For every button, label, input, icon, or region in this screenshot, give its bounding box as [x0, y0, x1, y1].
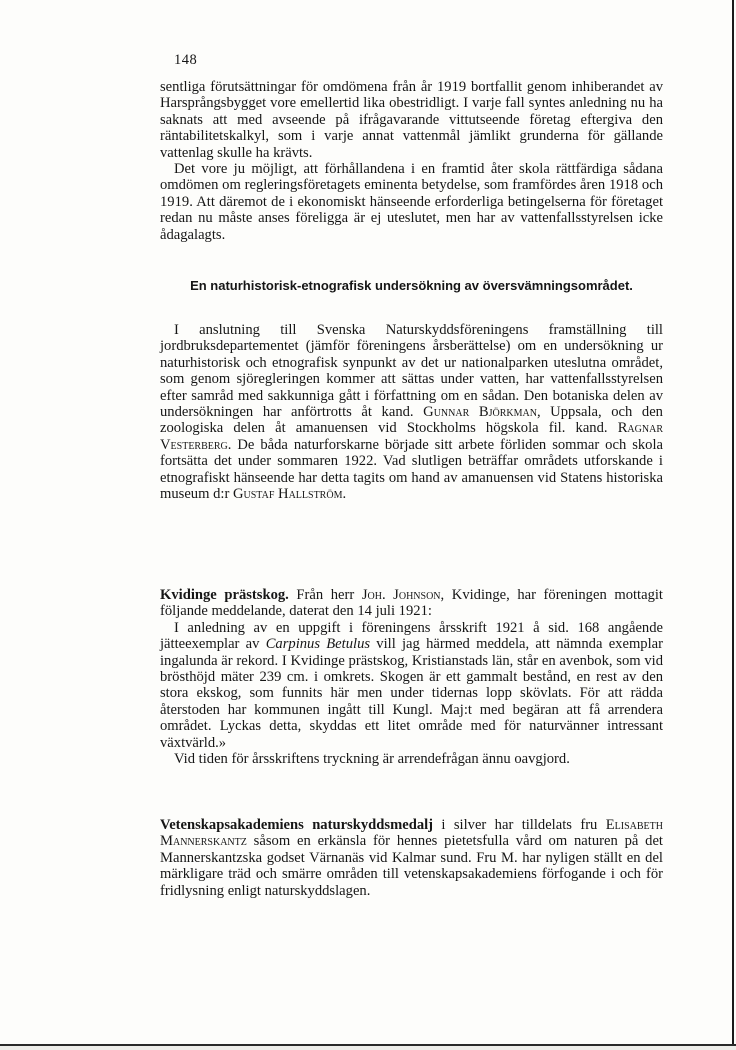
text-run: I anledning av en uppgift i föreningens årsskrift 1921 å sid. 168 angående jätteexemplar av	[160, 619, 663, 653]
text-run: i silver har tilldelats fru	[433, 817, 606, 833]
paragraph-arrendefragan: Vid tiden för årsskriftens tryckning är arrendefrågan ännu oavgjord.	[174, 751, 570, 768]
paragraph-kvidinge-intro	[160, 587, 663, 620]
text-run: .	[342, 486, 347, 503]
text-run: såsom en erkänsla för hennes pietetsfulla vård om naturen på det Mannerskantzska godset Värnanäs vid Kalmar sund. Fru M. har nyligen ställt en del märkligare träd och smärre områden till vetenskapsakademiens förfogande i och för fridlysning enligt naturskyddslagen.	[160, 833, 663, 899]
person-name: Gustaf Hallström	[232, 486, 343, 503]
text-run: , Uppsala, och den zoologiska delen åt amanuensen vid Stockholms högskola fil. kand.	[160, 404, 663, 437]
page-edge	[0, 1046, 736, 1050]
text-run: Från herr	[288, 587, 362, 603]
section-medalj	[160, 817, 663, 899]
paragraph-quoted-letter	[160, 620, 663, 751]
section-kvidinge	[160, 587, 663, 767]
paragraph-medalj	[160, 817, 663, 899]
person-name: Gunnar Björkman	[423, 404, 537, 421]
section-heading-etnografisk: En naturhistorisk-etnografisk undersökning av översvämningsområdet.	[190, 278, 633, 293]
text-run: . De båda naturforskarne började sitt arbete förliden sommar och skola fortsätta det under sommaren 1922. Vad slutligen beträffar områdets utforskande i etnografiskt hänseende har detta tagits om hand av amanuensen vid Statens historiska museum d:r	[160, 436, 663, 503]
person-name: Ragnar Vesterberg	[160, 420, 663, 453]
person-name: Elisabeth Mannerskantz	[160, 817, 663, 850]
run-in-title: Kvidinge prästskog.	[160, 587, 289, 603]
species-name: Carpinus Betulus	[265, 636, 371, 653]
paragraph-vattenmal: sentliga förutsättningar för omdömena från år 1919 bortfallit genom inhiberandet av Harsprångsbygget vore emellertid lika obestridligt. I varje fall syntes anledning nu ha saknats att med avseende på ifrågavarande vittutseende företag eftergiva den räntabilitetskalkyl, som i varje annat vattenmål jämlikt grunderna för gällande vattenlag skulle ha krävts.	[160, 79, 663, 161]
page-number: 148	[174, 52, 198, 68]
continuation-text	[160, 79, 663, 243]
paragraph-undersokning	[160, 322, 663, 502]
text-run: I anslutning till Svenska Naturskyddsföreningens framställning till jordbruksdepartementet (jämför föreningens årsberättelse) om en undersökning ur naturhistorisk och etnografisk synpunkt av det ur nationalparken uteslutna området, som genom sjöregleringen kommer att sättas under vatten, har vattenfallsstyrelsen efter samråd med sakkunniga gått i författning om en sådan. Den botaniska delen av undersökningen har anförtrotts åt kand.	[160, 322, 663, 421]
person-name: Joh. Johnson	[361, 587, 441, 603]
run-in-title: Vetenskapsakademiens naturskyddsmedalj	[160, 817, 434, 833]
section-etnografisk	[160, 322, 663, 502]
text-run: vill jag härmed meddela, att nämnda exemplar ingalunda är rekord. I Kvidinge prästskog, Kristianstads län, står en avenbok, som vid brösthöjd mäter 239 cm. i omkrets. Skogen är ett gammalt bestånd, en rest av den stora ekskog, som funnits här men under tidernas lopp skövlats. För att rädda återstoden har kommunen ingått till Kungl. Maj:t med begäran att få arrendera området. Lyckas detta, skyddas ett litet område med för naturvänner intressant växtvärld.»	[160, 636, 663, 751]
paragraph-framtid: Det vore ju möjligt, att förhållandena i en framtid åter skola rättfärdiga sådana omdömen om regleringsföretagets eminenta betydelse, som framfördes åren 1918 och 1919. Att däremot de i ekonomiskt hänseende erforderliga betingelserna för företaget redan nu måste anses föreligga är ej uteslutet, men har av vattenfallsstyrelsen icke ådagalagts.	[160, 161, 663, 243]
page-border-right	[732, 0, 734, 1050]
text-run: , Kvidinge, har föreningen mottagit följande meddelande, daterat den 14 juli 1921:	[160, 587, 663, 620]
